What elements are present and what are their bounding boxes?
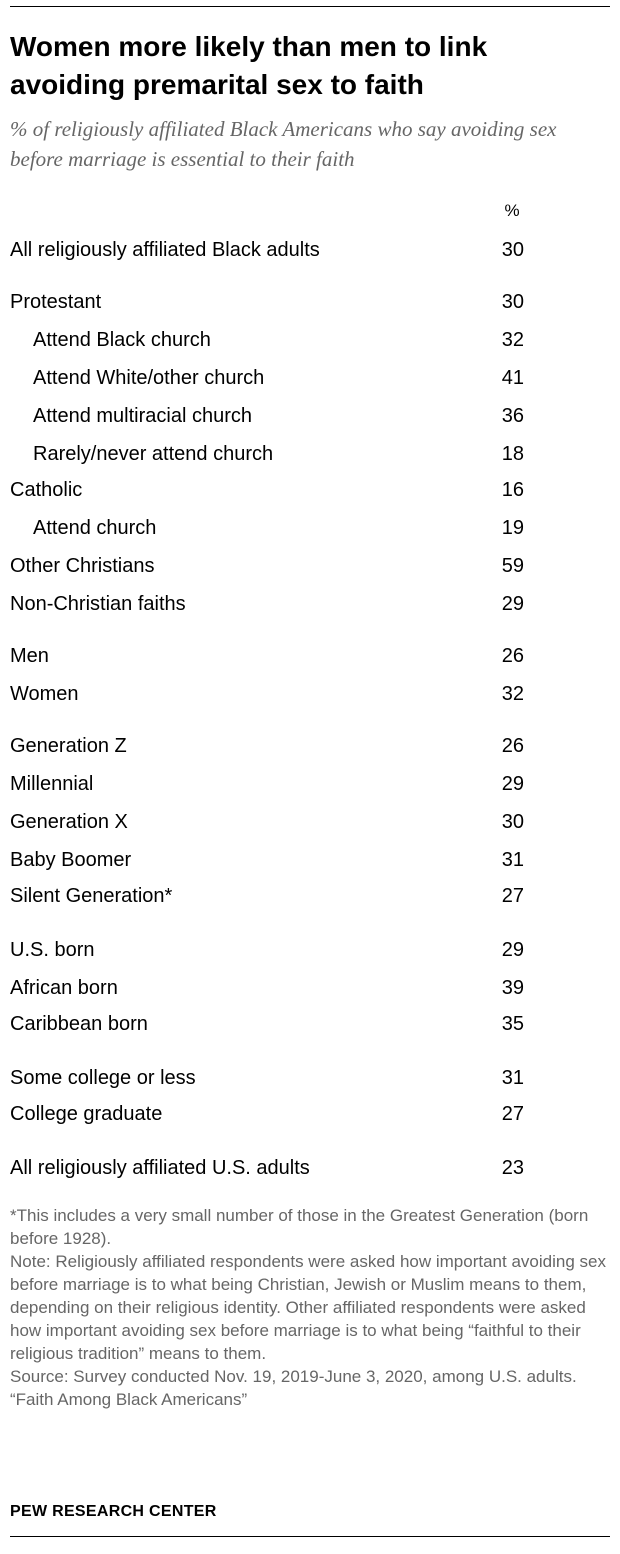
row-value: 27 — [501, 1103, 524, 1125]
row-value: 29 — [501, 939, 524, 961]
row-label: Silent Generation* — [10, 885, 173, 907]
row-label: Men — [10, 645, 49, 667]
table-row — [0, 288, 620, 316]
footnote-asterisk: *This includes a very small number of those in the Greatest Generation (born before 1928). — [10, 1206, 589, 1248]
table-row — [0, 364, 620, 392]
table-row — [0, 1010, 620, 1038]
row-label: Attend White/other church — [33, 367, 265, 389]
row-label: African born — [10, 977, 118, 999]
bottom-rule — [10, 1536, 610, 1537]
row-label: Caribbean born — [10, 1013, 148, 1035]
table-row — [0, 846, 620, 874]
row-value: 27 — [501, 885, 524, 907]
footnote-source: Source: Survey conducted Nov. 19, 2019-June 3, 2020, among U.S. adults. — [10, 1367, 577, 1386]
row-value: 19 — [501, 517, 524, 539]
table-row — [0, 514, 620, 542]
row-value: 30 — [501, 239, 524, 261]
table-row — [0, 476, 620, 504]
row-label: Generation X — [10, 811, 128, 833]
row-label: Women — [10, 683, 79, 705]
chart-subtitle: % of religiously affiliated Black Americans who say avoiding sex before marriage is essential to their faith — [10, 117, 557, 171]
table-row — [0, 402, 620, 430]
table-row — [0, 808, 620, 836]
top-rule — [10, 6, 610, 7]
row-value: 59 — [501, 555, 524, 577]
table-row — [0, 326, 620, 354]
table-row — [0, 590, 620, 618]
row-label: Non-Christian faiths — [10, 593, 186, 615]
row-label: Catholic — [10, 479, 83, 501]
row-value: 31 — [501, 849, 524, 871]
table-row — [0, 732, 620, 760]
row-label: U.S. born — [10, 939, 95, 961]
table-row — [0, 642, 620, 670]
row-value: 29 — [501, 593, 524, 615]
row-label: Attend Black church — [33, 329, 211, 351]
table-row — [0, 770, 620, 798]
footnote-note: Note: Religiously affiliated respondents were asked how important avoiding sex before marriage is to what being Christian, Jewish or Muslim means to them, depending on their religious identity. Other affiliated respondents were asked how important avoiding sex before marriage is to what being “faithful to their religious tradition” means to them. — [10, 1252, 606, 1363]
row-label: Protestant — [10, 291, 102, 313]
row-label: Millennial — [10, 773, 94, 795]
footnotes — [10, 1204, 610, 1411]
row-value: 31 — [501, 1067, 524, 1089]
row-value: 32 — [501, 683, 524, 705]
row-label: All religiously affiliated Black adults — [10, 239, 320, 261]
row-value: 18 — [501, 443, 524, 465]
row-value: 32 — [501, 329, 524, 351]
row-value: 30 — [501, 291, 524, 313]
table-row — [0, 1154, 620, 1182]
row-label: Rarely/never attend church — [33, 443, 274, 465]
row-value: 35 — [501, 1013, 524, 1035]
row-value: 36 — [501, 405, 524, 427]
row-value: 16 — [501, 479, 524, 501]
table-row — [0, 236, 620, 264]
row-label: Baby Boomer — [10, 849, 132, 871]
row-value: 26 — [501, 645, 524, 667]
pew-brand-logo: PEW RESEARCH CENTER — [10, 1503, 217, 1520]
row-value: 29 — [501, 773, 524, 795]
footnote-report: “Faith Among Black Americans” — [10, 1390, 248, 1409]
row-label: Attend church — [33, 517, 157, 539]
percent-column-header: % — [504, 201, 520, 220]
chart-title: Women more likely than men to link avoiding premarital sex to faith — [10, 31, 488, 100]
table-row — [0, 1100, 620, 1128]
row-value: 30 — [501, 811, 524, 833]
row-label: Some college or less — [10, 1067, 196, 1089]
table-row — [0, 440, 620, 468]
table-row — [0, 974, 620, 1002]
row-label: All religiously affiliated U.S. adults — [10, 1157, 310, 1179]
row-label: Attend multiracial church — [33, 405, 252, 427]
table-row — [0, 1064, 620, 1092]
row-value: 23 — [501, 1157, 524, 1179]
table-row — [0, 936, 620, 964]
row-label: Other Christians — [10, 555, 155, 577]
table-row — [0, 552, 620, 580]
row-value: 41 — [501, 367, 524, 389]
row-label: College graduate — [10, 1103, 163, 1125]
row-value: 39 — [501, 977, 524, 999]
row-value: 26 — [501, 735, 524, 757]
table-row — [0, 680, 620, 708]
table-row — [0, 882, 620, 910]
row-label: Generation Z — [10, 735, 127, 757]
